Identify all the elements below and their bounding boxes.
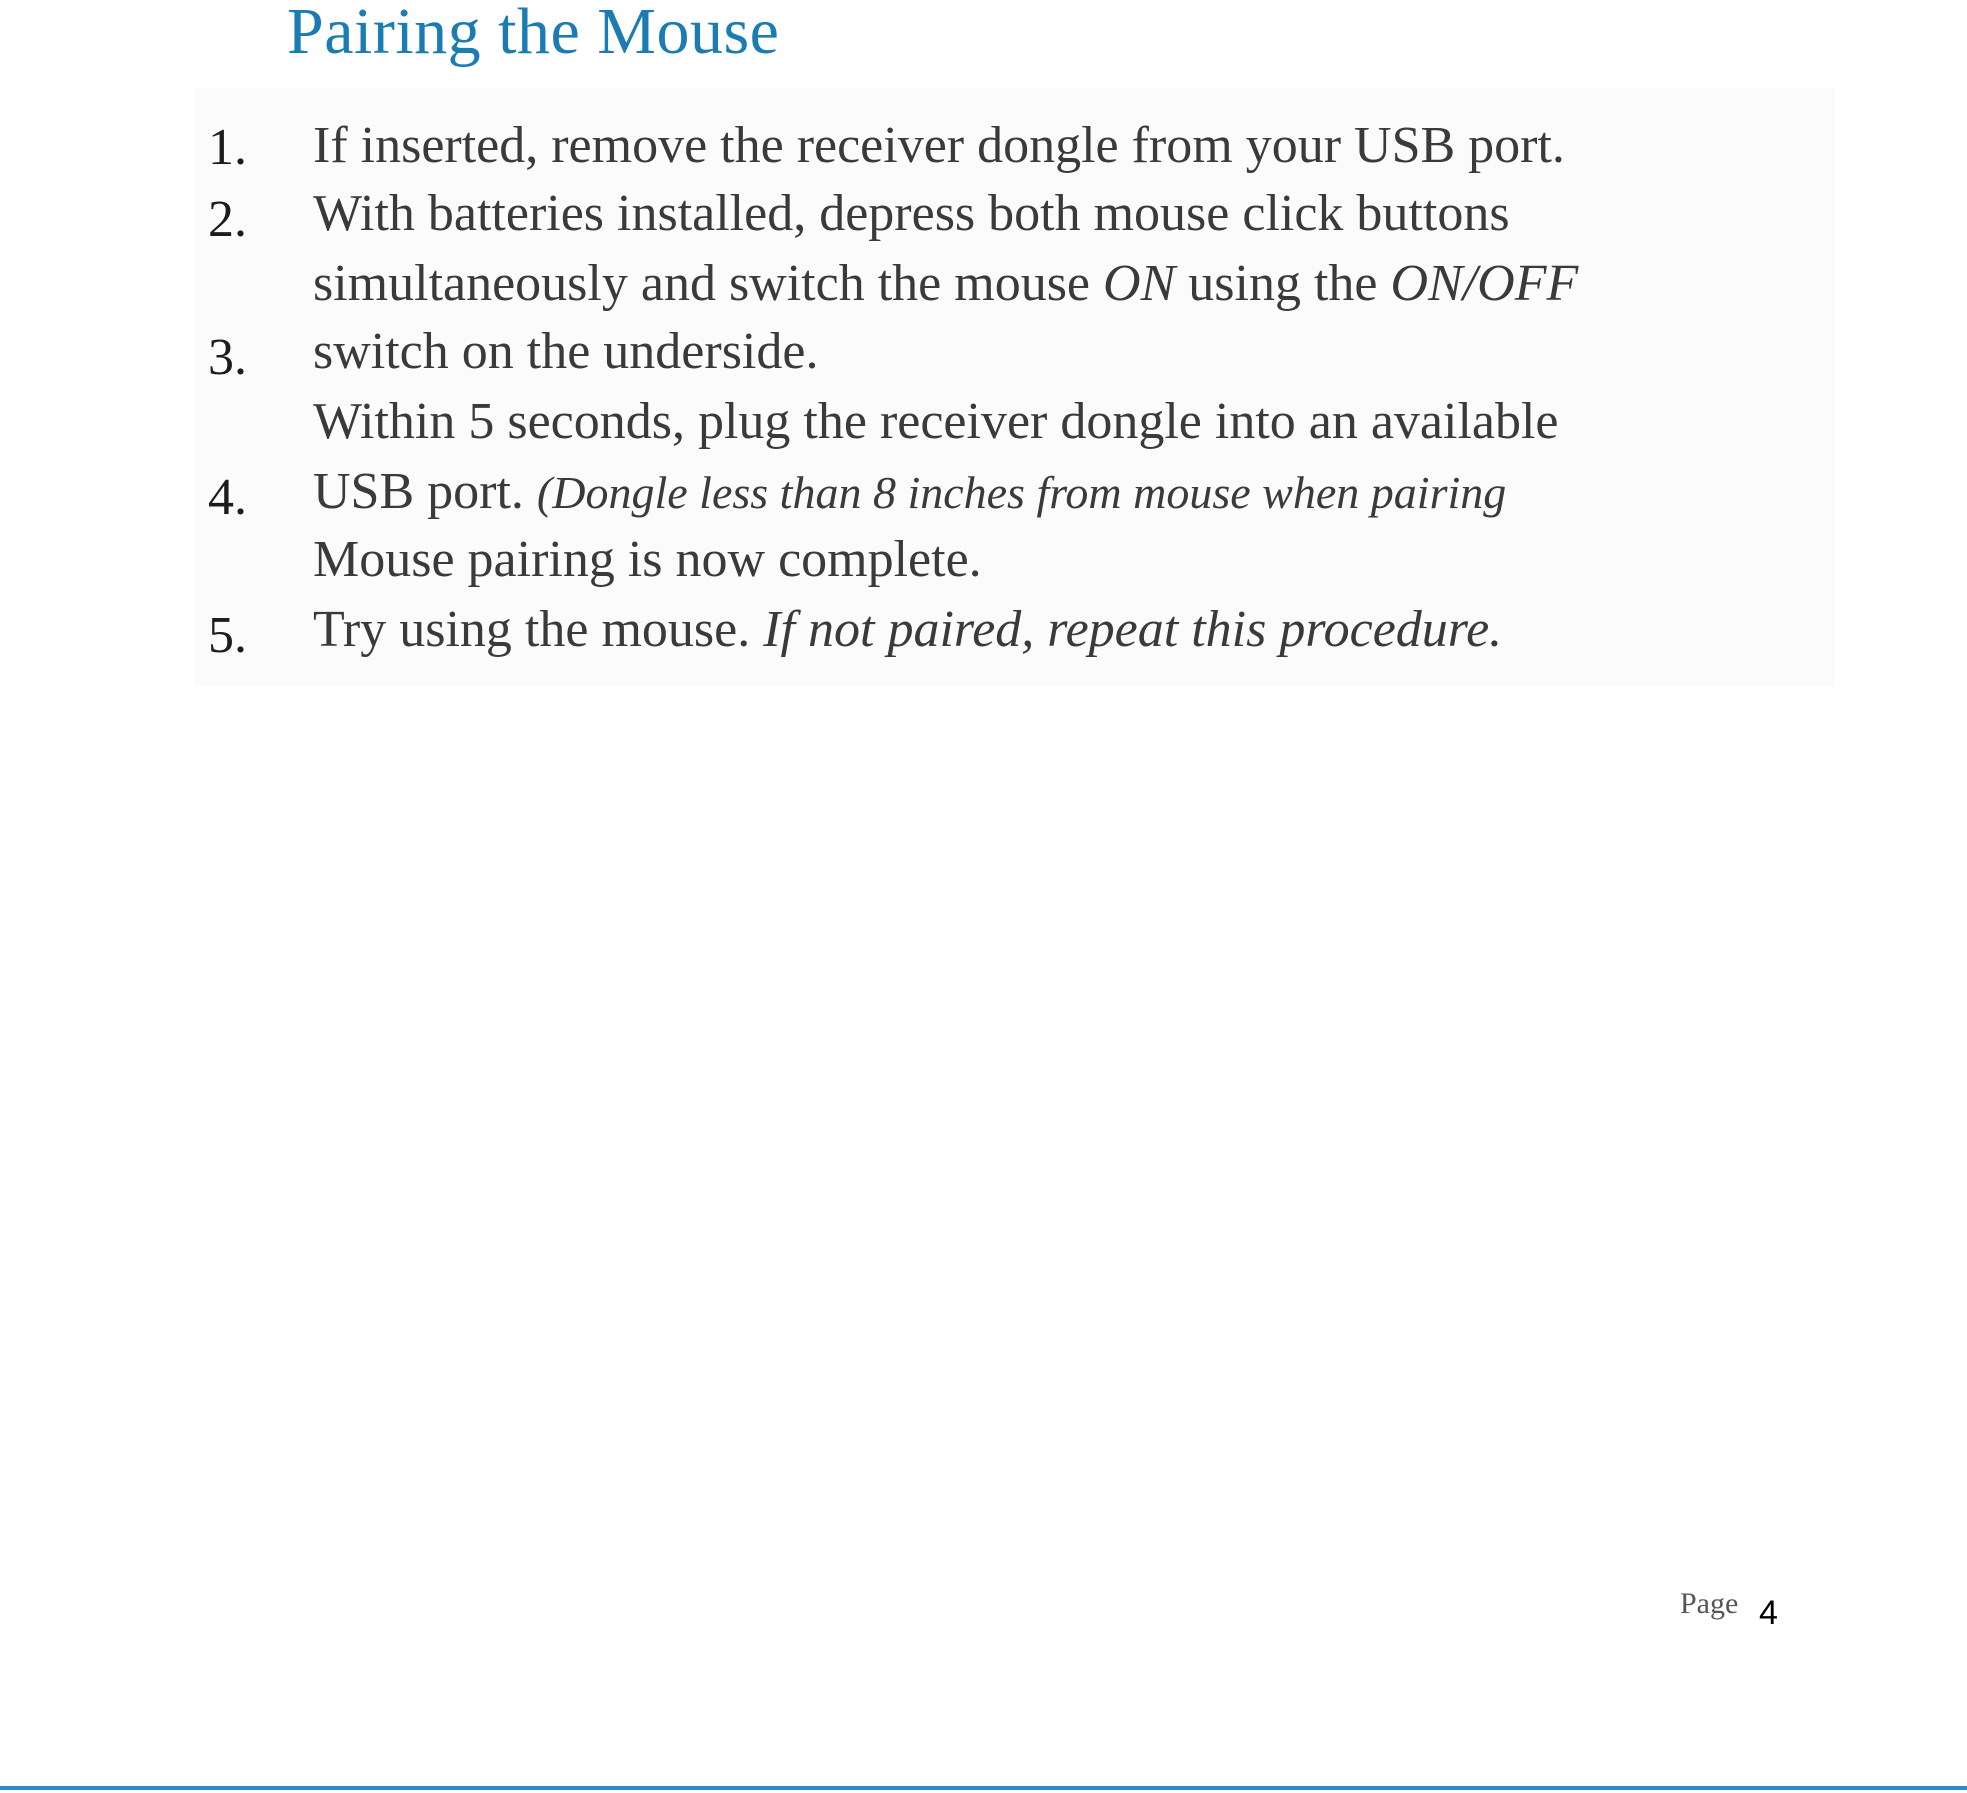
footer-rule: [0, 1786, 1967, 1790]
step-text-line: [313, 462, 1506, 523]
step-number: 4.: [208, 469, 247, 526]
page-title: Pairing the Mouse: [287, 0, 780, 68]
step-text-line: Within 5 seconds, plug the receiver dongle into an available: [313, 393, 1559, 450]
page-label: Page: [1680, 1587, 1739, 1620]
step-text-line: switch on the underside.: [313, 323, 819, 380]
instructions-panel: [195, 88, 1835, 686]
step-number: 3.: [208, 329, 247, 386]
text-run: USB port.: [313, 463, 537, 520]
emphasis-text: If not paired, repeat this procedure.: [763, 601, 1503, 658]
text-run: simultaneously and switch the mouse: [313, 255, 1104, 312]
step-text-line: If inserted, remove the receiver dongle from your USB port.: [313, 117, 1565, 174]
step-number: 1.: [208, 119, 247, 176]
emphasis-text: ON/OFF: [1390, 255, 1579, 312]
emphasis-text: ON: [1103, 255, 1176, 312]
step-number: 5.: [208, 607, 247, 664]
step-text-line: With batteries installed, depress both mouse click buttons: [313, 185, 1510, 242]
text-run: Try using the mouse.: [313, 601, 764, 658]
emphasis-text: (Dongle less than 8 inches from mouse when pairing: [536, 467, 1507, 518]
page-number: 4: [1759, 1594, 1778, 1632]
step-text-line: [313, 254, 1578, 314]
step-number: 2.: [208, 191, 247, 248]
text-run: using the: [1175, 255, 1391, 312]
step-text-line: Mouse pairing is now complete.: [313, 531, 982, 588]
step-text-line: [313, 600, 1502, 660]
